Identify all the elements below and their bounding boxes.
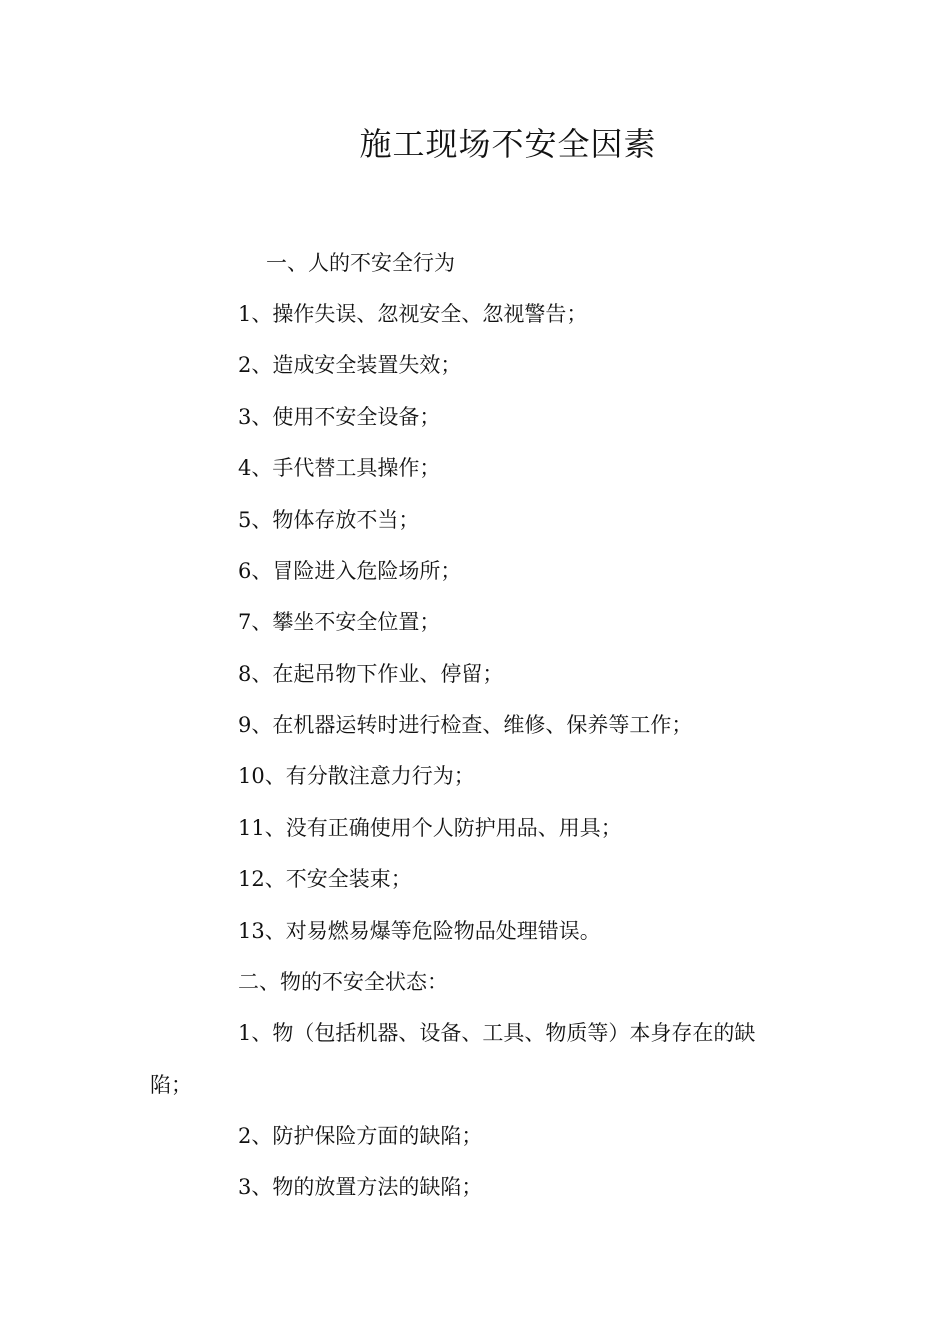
list-item: 1、操作失误、忽视安全、忽视警告； bbox=[238, 302, 588, 326]
list-item: 5、物体存放不当； bbox=[238, 508, 420, 532]
list-item: 12、不安全装束； bbox=[238, 867, 412, 891]
list-item: 8、在起吊物下作业、停留； bbox=[238, 662, 504, 686]
section-heading-object: 二、物的不安全状态： bbox=[238, 970, 448, 994]
list-item: 6、冒险进入危险场所； bbox=[238, 559, 462, 583]
list-item: 11、没有正确使用个人防护用品、用具； bbox=[238, 816, 622, 840]
section-heading-human: 一、人的不安全行为 bbox=[266, 251, 455, 275]
list-item: 7、攀坐不安全位置； bbox=[238, 610, 441, 634]
list-item: 3、使用不安全设备； bbox=[238, 405, 441, 429]
list-item: 2、造成安全装置失效； bbox=[238, 353, 462, 377]
list-item: 2、防护保险方面的缺陷； bbox=[238, 1124, 483, 1148]
document-title: 施工现场不安全因素 bbox=[359, 125, 657, 163]
list-item: 4、手代替工具操作； bbox=[238, 456, 441, 480]
list-item: 3、物的放置方法的缺陷； bbox=[238, 1175, 483, 1199]
list-item-continuation: 陷； bbox=[150, 1073, 192, 1097]
list-item: 9、在机器运转时进行检查、维修、保养等工作； bbox=[238, 713, 693, 737]
list-item: 1、物（包括机器、设备、工具、物质等）本身存在的缺 bbox=[238, 1021, 756, 1045]
list-item: 10、有分散注意力行为； bbox=[238, 764, 475, 788]
list-item: 13、对易燃易爆等危险物品处理错误。 bbox=[238, 919, 601, 943]
